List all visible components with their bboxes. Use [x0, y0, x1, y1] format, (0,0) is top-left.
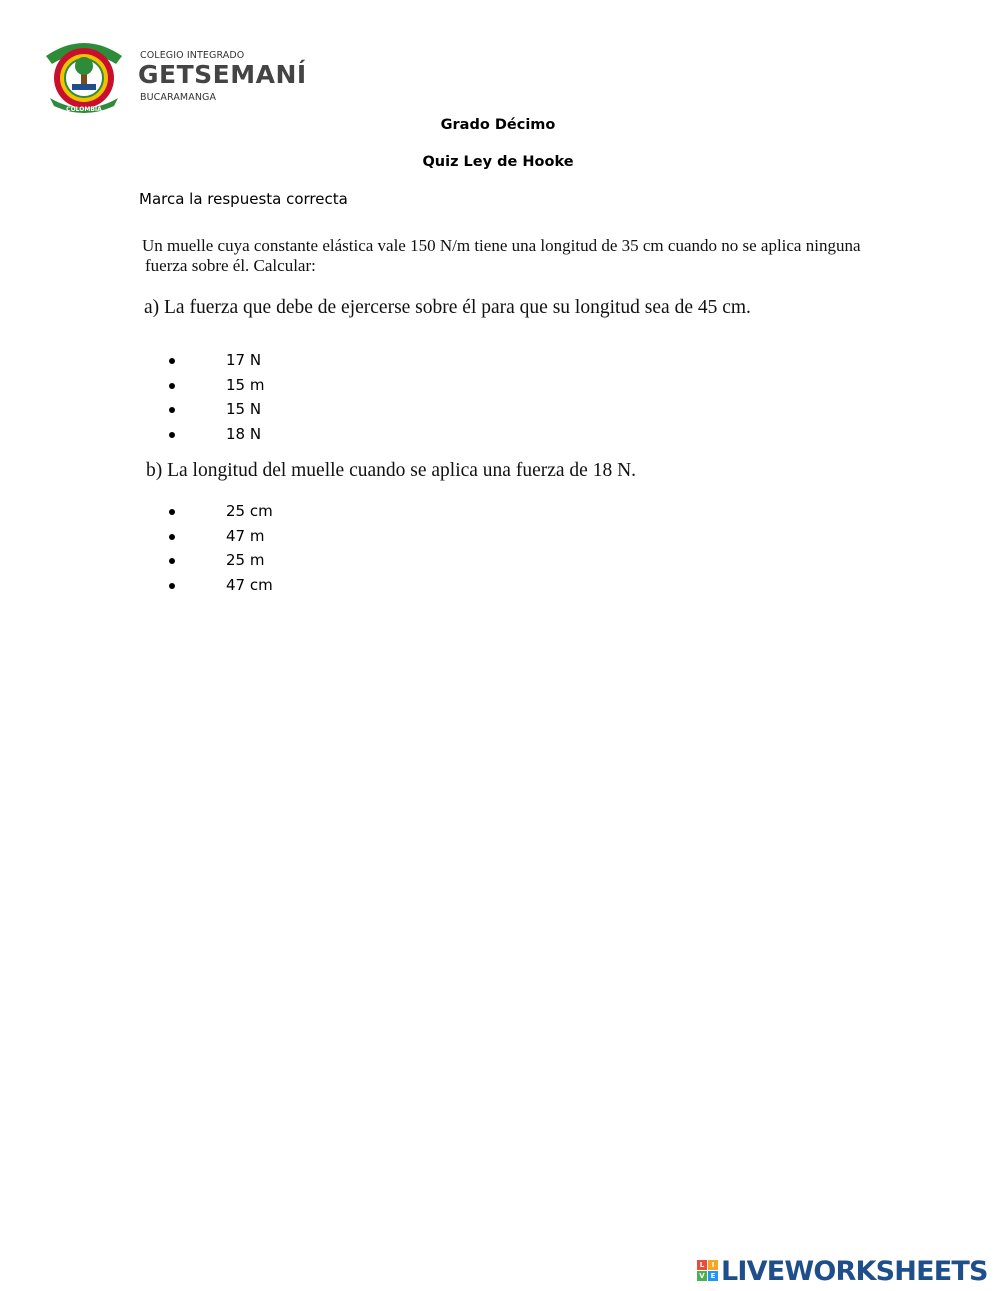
option-label: 18 N	[226, 424, 262, 443]
question-b: b) La longitud del muelle cuando se aplica una fuerza de 18 N.	[146, 460, 637, 481]
quiz-title: Quiz Ley de Hooke	[422, 154, 574, 170]
liveworksheets-brand[interactable]	[697, 1256, 988, 1286]
option-label: 47 m	[226, 526, 265, 545]
problem-line2: fuerza sobre él. Calcular:	[145, 256, 316, 275]
option-b-2[interactable]	[168, 524, 273, 549]
logo-ring-text: COLOMBIA	[66, 106, 102, 113]
problem-statement	[142, 236, 932, 276]
school-line1: COLEGIO INTEGRADO	[140, 50, 245, 61]
school-name: GETSEMANÍ	[138, 60, 307, 89]
option-label: 17 N	[226, 351, 262, 369]
option-a-4[interactable]	[168, 422, 264, 447]
option-label: 25 m	[226, 551, 265, 569]
option-label: 15 m	[226, 375, 265, 394]
option-label: 47 cm	[226, 575, 273, 594]
grade-title: Grado Décimo	[440, 117, 556, 133]
option-b-3[interactable]	[168, 548, 273, 573]
options-b	[168, 499, 273, 597]
brand-text: LIVEWORKSHEETS	[721, 1255, 988, 1287]
option-a-1[interactable]	[168, 348, 264, 373]
school-city: BUCARAMANGA	[140, 92, 217, 103]
instruction-text: Marca la respuesta correcta	[139, 190, 348, 208]
question-a: a) La fuerza que debe de ejercerse sobre él para que su longitud sea de 45 cm.	[144, 297, 751, 318]
option-label: 25 cm	[226, 502, 273, 520]
option-a-3[interactable]	[168, 397, 264, 422]
options-a	[168, 348, 264, 446]
option-label: 15 N	[226, 400, 262, 418]
option-b-4[interactable]	[168, 573, 273, 598]
problem-line1: Un muelle cuya constante elástica vale 150 N/m tiene una longitud de 35 cm cuando no se aplica ninguna	[142, 236, 861, 255]
school-logo	[40, 34, 128, 114]
liveworksheets-logo-icon: L I V E	[697, 1260, 719, 1282]
option-b-1[interactable]	[168, 499, 273, 524]
option-a-2[interactable]	[168, 373, 264, 398]
